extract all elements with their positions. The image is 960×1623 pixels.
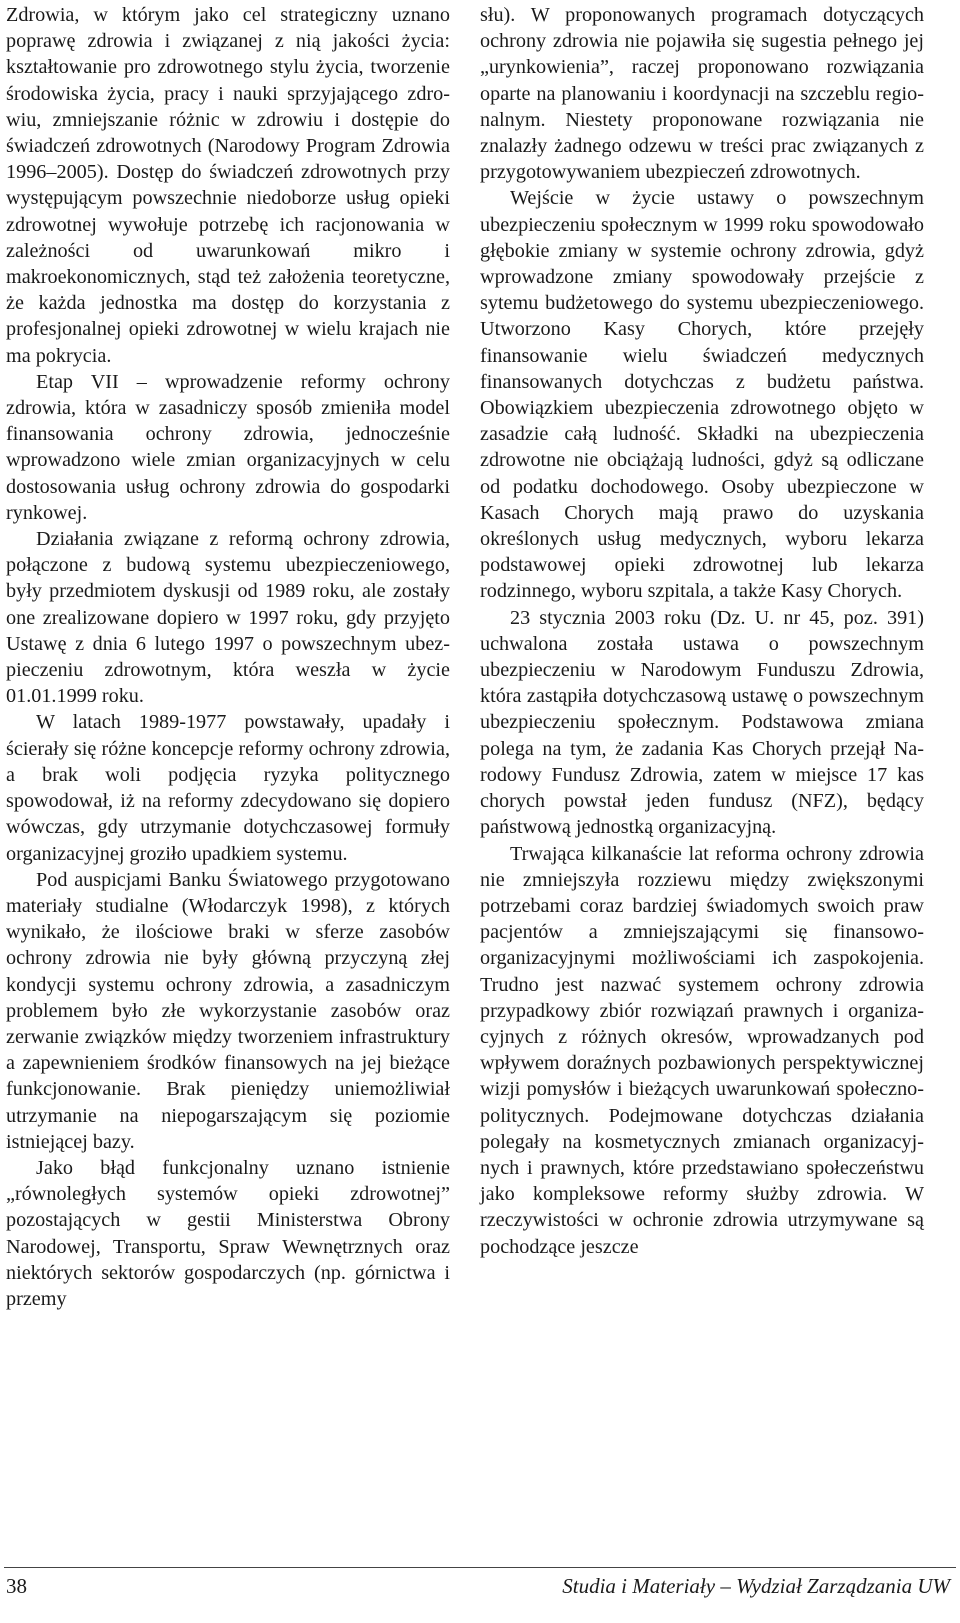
paragraph: Jako błąd funkcjonalny uznano istnienie „równoległych systemów opieki zdrowotnej” pozostających w gestii Ministerstwa Obrony Narodowej, Transportu, Spraw Wewnętrznych oraz niektórych sektorów gospodarczych (np. górnictwa i przemy — [6, 1156, 450, 1310]
paragraph: Pod auspicjami Banku Światowego przygotowano materiały studialne (Włodarczyk 1998), z których wynikało, że ilościowe braki w sferze zasobów ochrony zdrowia nie były główną przyczyną złej kondycji systemu ochrony zdrowia, a zasadniczym problemem było złe wykorzystanie zasobów oraz zerwanie związków między tworzeniem infrastruktury a zapewnieniem środków finansowych na jej bieżące funkcjonowanie. Brak pieniędzy uniemożliwiał utrzymanie na niepogarszającym się poziomie istniejącej bazy. — [6, 868, 450, 1153]
paragraph: Etap VII – wprowadzenie reformy ochrony zdrowia, która w zasadniczy sposób zmieniła model finansowania ochrony zdrowia, jednocześnie wprowadzono wiele zmian organizacyjnych w celu dostosowania usług ochrony zdrowia do gospodarki rynkowej. — [6, 370, 450, 524]
paragraph: słu). W proponowanych programach dotyczących ochrony zdrowia nie pojawiła się sugestia pełnego jej „urynkowienia”, raczej proponowano rozwiązania oparte na planowaniu i koordynacji na szczeblu regionalnym. Niestety proponowane rozwiązania nie znalazły żadnego odzewu w treści prac związanych z przygotowywaniem ubezpieczeń zdrowotnych. — [480, 4, 924, 184]
paragraph: Zdrowia, w którym jako cel strategiczny uznano poprawę zdrowia i związanej z nią jakości życia: kształtowanie pro zdrowotnego stylu życia, tworzenie środowiska życia, pracy i nauki sprzyjającego zdrowiu, zmniejszanie różnic w zdrowiu i dostępie do świadczeń zdrowotnych (Narodowy Program Zdrowia 1996–2005). Dostęp do świadczeń zdrowotnych przy występującym powszechnie niedoborze usług opieki zdrowotnej wywołuje potrzebę ich racjonowania w zależności od uwarunkowań mikro i makroekonomicznych, stąd też założenia teoretyczne, że każda jednostka ma dostęp do korzystania z profesjonalnej opieki zdrowotnej w wielu krajach nie ma pokrycia. — [6, 4, 450, 367]
footer-rule — [4, 1567, 956, 1568]
page-number: 38 — [6, 1574, 27, 1598]
paragraph: W latach 1989-1977 powstawały, upadały i ścierały się różne koncepcje reformy ochrony zdrowia, a brak woli podjęcia ryzyka politycznego spowodował, iż na reformy zdecydowano się dopiero wówczas, gdy utrzymanie dotychczasowej formuły organizacyjnej groziło upadkiem systemu. — [6, 711, 450, 865]
journal-title: Studia i Materiały – Wydział Zarządzania UW — [562, 1574, 950, 1598]
right-column — [480, 2, 924, 1260]
paragraph: 23 stycznia 2003 roku (Dz. U. nr 45, poz. 391) uchwalona została ustawa o powszechnym ubezpieczeniu w Narodowym Funduszu Zdrowia, która zastąpiła dotychczasową ustawę o powszechnym ubezpieczeniu społecznym. Podstawowa zmiana polega na tym, że zadania Kas Chorych przejął Narodowy Fundusz Zdrowia, zatem w miejsce 17 kas chorych powstał jeden fundusz (NFZ), będący państwową jednostką organizacyjną. — [480, 606, 924, 839]
paragraph: Trwająca kilkanaście lat reforma ochrony zdrowia nie zmniejszyła rozziewu między zwiększonymi potrzebami coraz bardziej świadomych swoich praw pacjentów a zmniejszającymi się finansowo-organizacyjnymi możliwościami ich zaspokojenia. Trudno jest nazwać systemem ochrony zdrowia przypadkowy zbiór rozwiązań prawnych i organizacyjnych z różnych okresów, wprowadzanych pod wpływem doraźnych pozbawionych perspektywicznej wizji pomysłów i bieżących uwarunkowań społeczno-politycznych. Podejmowane dotychczas działania polegały na kosmetycznych zmianach organizacyjnych i prawnych, które przedstawiano społeczeństwu jako kompleksowe reformy służby zdrowia. W rzeczywistości w ochronie zdrowia utrzymywane są pochodzące jeszcze — [480, 842, 924, 1258]
left-column — [6, 2, 450, 1312]
paragraph: Wejście w życie ustawy o powszechnym ubezpieczeniu społecznym w 1999 roku spowodowało głębokie zmiany w systemie ochrony zdrowia, gdyż wprowadzone zmiany spowodowały przejście z sytemu budżetowego do systemu ubezpieczeniowego. Utworzono Kasy Chorych, które przejęły finansowanie wielu świadczeń medycznych finansowanych dotychczas z budżetu państwa. Obowiązkiem ubezpieczenia zdrowotnego objęto w zasadzie całą ludność. Składki na ubezpieczenia zdrowotne nie obciążają ludności, gdyż są odliczane od podatku dochodowego. Osoby ubezpieczone w Kasach Chorych mają prawo do uzyskania określonych usług medycznych, wyboru lekarza podstawowej opieki zdrowotnej lub lekarza rodzinnego, wyboru szpitala, a także Kasy Chorych. — [480, 187, 924, 603]
paragraph: Działania związane z reformą ochrony zdrowia, połączone z budową systemu ubezpieczeniowego, były przedmiotem dyskusji od 1989 roku, ale zostały one zrealizowane dopiero w 1997 roku, gdy przyjęto Ustawę z dnia 6 lutego 1997 o powszechnym ubezpieczeniu zdrowotnym, która weszła w życie 01.01.1999 roku. — [6, 528, 450, 708]
